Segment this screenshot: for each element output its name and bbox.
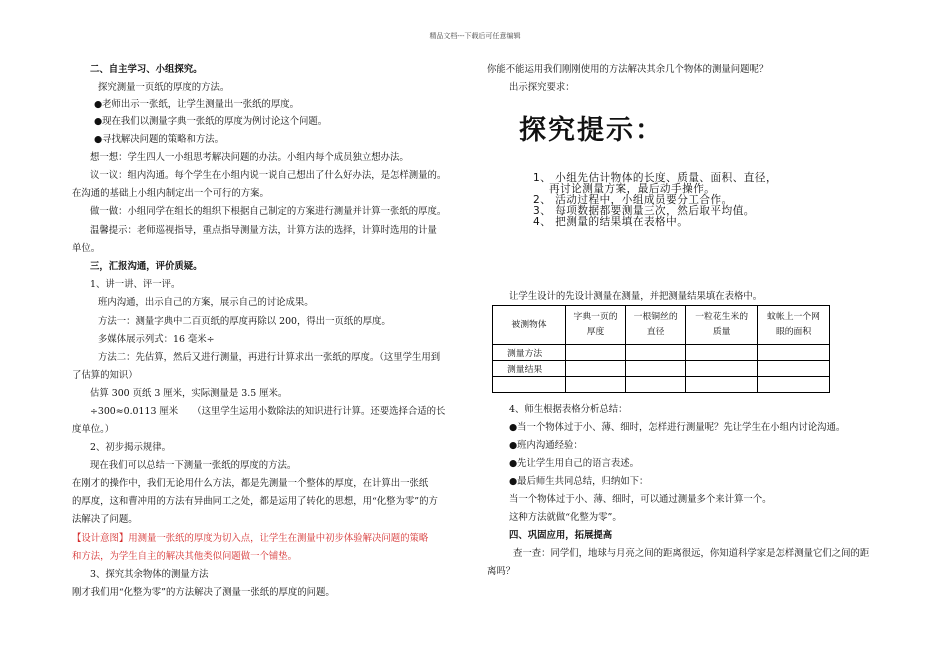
paragraph-line: 度单位。） bbox=[72, 424, 115, 435]
header-line: 直径 bbox=[646, 327, 665, 337]
paragraph-line: 的厚度，这和曹冲用的方法有异曲同工之处，都是运用了转化的思想，用“化整为零”的方 bbox=[72, 496, 438, 507]
table-cell bbox=[758, 377, 830, 393]
table-cell bbox=[758, 361, 830, 377]
table-header-cell bbox=[686, 306, 758, 345]
bullet-item: ●当一个物体过于小、薄、细时，怎样进行测量呢？先让学生在小组内讨论沟通。 bbox=[509, 422, 846, 433]
tip-item: 3、 每项数据都要测量三次，然后取平均值。 bbox=[533, 205, 755, 217]
tip-item: 1、 小组先估计物体的长度、质量、面积、直径， bbox=[533, 172, 778, 184]
paragraph-line: 班内沟通，出示自己的方案，展示自己的讨论成果。 bbox=[98, 297, 314, 308]
row-label bbox=[493, 377, 566, 393]
table-cell bbox=[566, 377, 626, 393]
table-cell bbox=[566, 361, 626, 377]
tip-item: 4、 把测量的结果填在表格中。 bbox=[533, 216, 689, 228]
paragraph-line: 方法一：测量字典中二百页纸的厚度再除以 200，得出一页纸的厚度。 bbox=[98, 316, 391, 327]
table-corner-cell: 被测物体 bbox=[493, 306, 566, 345]
table-header-cell bbox=[626, 306, 686, 345]
bullet-item: ●最后师生共同总结，归纳如下： bbox=[509, 476, 649, 487]
paragraph-line: 查一查：同学们，地球与月亮之间的距离很远，你知道科学家是怎样测量它们之间的距 bbox=[513, 548, 870, 559]
paragraph-line: 了估算的知识） bbox=[72, 370, 138, 381]
paragraph-line: 探究测量一页纸的厚度的方法。 bbox=[98, 82, 230, 93]
paragraph-line: 做一做：小组同学在组长的组织下根据自己制定的方案进行测量并计算一张纸的厚度。 bbox=[90, 206, 447, 217]
paragraph-line: 温馨提示：老师巡视指导，重点指导测量方法，计算方法的选择，计算时选用的计量 bbox=[90, 225, 437, 236]
section-heading: 四、巩固应用，拓展提高 bbox=[509, 530, 613, 541]
table-cell bbox=[626, 361, 686, 377]
header-line: 厚度 bbox=[586, 327, 605, 337]
tip-item: 2、 活动过程中，小组成员要分工合作。 bbox=[533, 194, 733, 206]
paragraph-line: 4、师生根据表格分析总结： bbox=[509, 404, 628, 415]
table-row bbox=[493, 345, 830, 361]
paragraph-line: 3、探究其余物体的测量方法 bbox=[90, 569, 209, 580]
header-line: 质量 bbox=[712, 327, 731, 337]
paragraph-line: 当一个物体过于小、薄、细时，可以通过测量多个来计算一个。 bbox=[509, 494, 772, 505]
header-line: 字典一页的 bbox=[573, 312, 618, 322]
paragraph-line: 单位。 bbox=[72, 243, 101, 254]
paragraph-line: 法解决了问题。 bbox=[72, 514, 138, 525]
paragraph-line: 你能不能运用我们刚刚使用的方法解决其余几个物体的测量问题呢？ bbox=[487, 64, 769, 75]
paragraph-line: 离吗？ bbox=[487, 566, 516, 577]
measurement-table bbox=[492, 305, 830, 393]
table-cell bbox=[686, 377, 758, 393]
header-line: 眼的面积 bbox=[775, 327, 812, 337]
section-heading: 二、自主学习、小组探究。 bbox=[90, 64, 203, 75]
tip-item: 再讨论测量方案，最后动手操作。 bbox=[549, 183, 716, 195]
paragraph-line: 在刚才的操作中，我们无论用什么方法，都是先测量一个整体的厚度，在计算出一张纸 bbox=[72, 478, 429, 489]
table-row bbox=[493, 377, 830, 393]
header-line: 一粒花生米的 bbox=[695, 312, 749, 322]
table-header-cell bbox=[566, 306, 626, 345]
table-cell bbox=[566, 345, 626, 361]
paragraph-line: 1、讲一讲、评一评。 bbox=[90, 279, 181, 290]
table-header-cell bbox=[758, 306, 830, 345]
page-header: 精品文档---下载后可任意编辑 bbox=[429, 32, 521, 40]
paragraph-line: 在沟通的基础上小组内制定出一个可行的方案。 bbox=[72, 188, 269, 199]
table-cell bbox=[626, 345, 686, 361]
paragraph-line: 多媒体展示列式：16 毫米÷ bbox=[98, 334, 215, 345]
tips-title: 探究提示： bbox=[519, 115, 664, 146]
paragraph-line: 方法二：先估算，然后又进行测量，再进行计算求出一张纸的厚度。（这里学生用到 bbox=[98, 352, 441, 363]
header-line: 一根铜丝的 bbox=[633, 312, 678, 322]
bullet-item: ●现在我们以测量字典一张纸的厚度为例讨论这个问题。 bbox=[94, 116, 328, 127]
table-cell bbox=[626, 377, 686, 393]
design-intent-line: 【设计意图】用测量一张纸的厚度为切入点，让学生在测量中初步体验解决问题的策略 bbox=[72, 533, 429, 544]
paragraph-line: 出示探究要求： bbox=[509, 82, 575, 93]
bullet-item: ●寻找解决问题的策略和方法。 bbox=[94, 134, 225, 145]
bullet-item: ●先让学生用自己的语言表述。 bbox=[509, 458, 640, 469]
header-line: 蚊帐上一个网 bbox=[767, 312, 820, 322]
paragraph-line: 2、初步揭示规律。 bbox=[90, 442, 171, 453]
table-cell bbox=[686, 361, 758, 377]
table-cell bbox=[686, 345, 758, 361]
row-label: 测量结果 bbox=[493, 361, 566, 377]
bullet-item: ●老师出示一张纸，让学生测量出一张纸的厚度。 bbox=[94, 99, 300, 110]
paragraph-line: 刚才我们用“化整为零”的方法解决了测量一张纸的厚度的问题。 bbox=[72, 587, 335, 598]
table-header-row bbox=[493, 306, 830, 345]
row-label: 测量方法 bbox=[493, 345, 566, 361]
paragraph-line: 估算 300 页纸 3 厘米，实际测量是 3.5 厘米。 bbox=[90, 388, 288, 399]
paragraph-line: ÷300≈0.0113 厘米 （这里学生运用小数除法的知识进行计算。还要选择合适的长 bbox=[90, 406, 446, 417]
paragraph-line: 想一想：学生四人一小组思考解决问题的办法。小组内每个成员独立想办法。 bbox=[90, 152, 409, 163]
table-intro: 让学生设计的先设计测量在测量，并把测量结果填在表格中。 bbox=[509, 291, 763, 302]
paragraph-line: 议一议：组内沟通。每个学生在小组内说一说自己想出了什么好办法，是怎样测量的。 bbox=[90, 170, 447, 181]
paragraph-line: 这种方法就做“化整为零”。 bbox=[509, 512, 622, 523]
table-cell bbox=[758, 345, 830, 361]
bullet-item: ●班内沟通经验： bbox=[509, 440, 583, 451]
paragraph-line: 现在我们可以总结一下测量一张纸的厚度的方法。 bbox=[90, 460, 297, 471]
table-row bbox=[493, 361, 830, 377]
section-heading: 三，汇报沟通，评价质疑。 bbox=[90, 261, 203, 272]
design-intent-line: 和方法，为学生自主的解决其他类似问题做一个铺垫。 bbox=[72, 551, 298, 562]
